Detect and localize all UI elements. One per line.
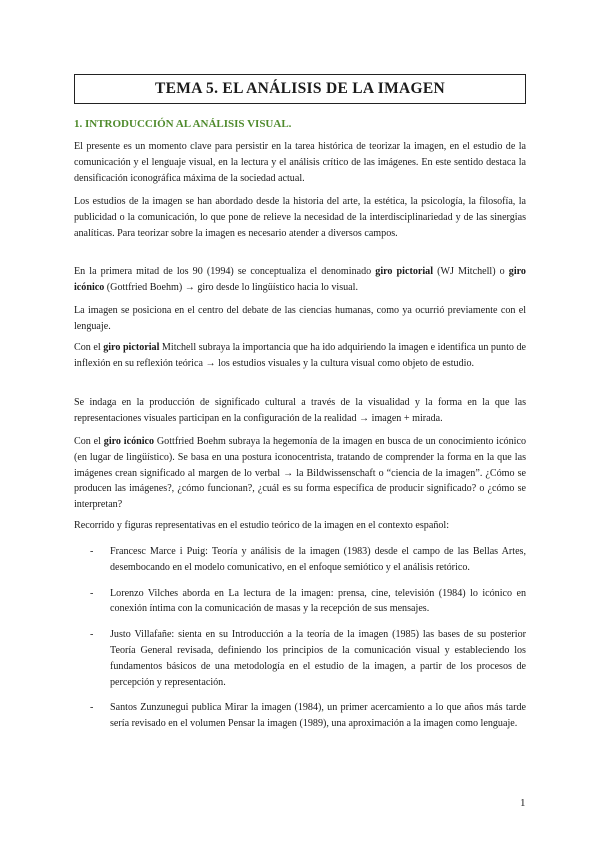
page-number: 1 [520, 797, 526, 809]
paragraph-3-text-e: (Gottfried Boehm) → giro desde lo lingüístico hacia lo visual. [104, 281, 358, 293]
paragraph-8: Recorrido y figuras representativas en el estudio teórico de la imagen en el contexto español: [74, 520, 450, 531]
paragraph-4: La imagen se posiciona en el centro del debate de las ciencias humanas, como ya ocurrió previamente con el lenguaje. [74, 305, 526, 332]
list-item-text: Lorenzo Vilches aborda en La lectura de la imagen: prensa, cine, televisión (1984) lo icónico en conexión íntima con la comunicación de masas y la recepción de sus mensajes. [110, 587, 526, 615]
section-heading: 1. INTRODUCCIÓN AL ANÁLISIS VISUAL. [74, 118, 292, 130]
paragraph-7-text-a: Con el [74, 436, 104, 447]
list-dash: - [90, 587, 94, 599]
paragraph-1: El presente es un momento clave para persistir en la tarea histórica de teorizar la imagen, en el estudio de la comunicación y el lenguaje visual, en la lectura y el análisis crítico de las imágenes. En este sentido destaca la densificación iconográfica máxima de la sociedad actual. [74, 141, 526, 184]
list-item [90, 586, 526, 618]
paragraph-5 [74, 340, 526, 372]
paragraph-7 [74, 434, 526, 513]
page-title: TEMA 5. EL ANÁLISIS DE LA IMAGEN [74, 74, 526, 104]
list-dash: - [90, 702, 94, 714]
paragraph-2: Los estudios de la imagen se han abordado desde la historia del arte, la estética, la psicología, la filosofía, la publicidad o la comunicación, lo que pone de relieve la necesidad de la interdisciplinariedad y de las sinergias analíticas. Para teorizar sobre la imagen es necesario atender a diversos campos. [74, 196, 526, 239]
list-dash: - [90, 629, 94, 641]
paragraph-3 [74, 264, 526, 296]
paragraph-3-text-c: (WJ Mitchell) o [433, 266, 509, 277]
paragraph-6: Se indaga en la producción de significado cultural a través de la visualidad y la forma en la que las representaciones visuales participan en la configuración de la realidad → imagen + mirada. [74, 397, 526, 424]
list-item-text: Justo Villafañe: sienta en su Introducción a la teoría de la imagen (1985) las bases de su posterior Teoría General revisada, definiendo los principios de la comunicación visual y estableciendo los fundamentos básicos de una metodología en el estudio de la imagen, a partir de los procesos de percepción y representación. [110, 629, 526, 688]
list-item-text: Santos Zunzunegui publica Mirar la imagen (1984), un primer acercamiento a lo que años más tarde sería revisado en el volumen Pensar la imagen (1989), una aproximación a la imagen como lenguaje. [110, 702, 526, 730]
paragraph-7-text-c: Gottfried Boehm subraya la hegemonía de la imagen en busca de un conocimiento icónico (en lugar de lingüístico). Se basa en una postura iconocentrista, tratando de comprender la forma en la que las imágenes crean significado al margen de lo verbal → la Bildwissenschaft o “ciencia de la imagen”. ¿Cómo se producen las imágenes?, ¿cómo funcionan?, ¿cuál es su forma específica de producir significado? o ¿cómo se interpretan? [74, 436, 526, 511]
paragraph-5-text-a: Con el [74, 342, 104, 353]
term-giro-iconico: giro icónico [74, 266, 526, 293]
term-giro-iconico: giro icónico [103, 436, 155, 447]
list-dash: - [90, 546, 94, 557]
list-item [90, 627, 526, 690]
list-item-text: Francesc Marce i Puig: Teoría y análisis de la imagen (1983) desde el campo de las Bellas Artes, desembocando en el modelo comunicativo, en el enfoque semiótico y el análisis retórico. [110, 546, 526, 573]
paragraph-5-text-c: Mitchell subraya la importancia que ha ido adquiriendo la imagen e identifica un punto de inflexión en su reflexión teórica → los estudios visuales y la cultura visual como objeto de estudio. [74, 342, 526, 369]
reference-list [90, 544, 526, 742]
term-giro-pictorial: giro pictorial [375, 266, 434, 277]
list-item [90, 700, 526, 732]
list-item [90, 544, 526, 576]
term-giro-pictorial: giro pictorial [103, 342, 160, 353]
paragraph-3-text-a: En la primera mitad de los 90 (1994) se conceptualiza el denominado [74, 266, 376, 277]
